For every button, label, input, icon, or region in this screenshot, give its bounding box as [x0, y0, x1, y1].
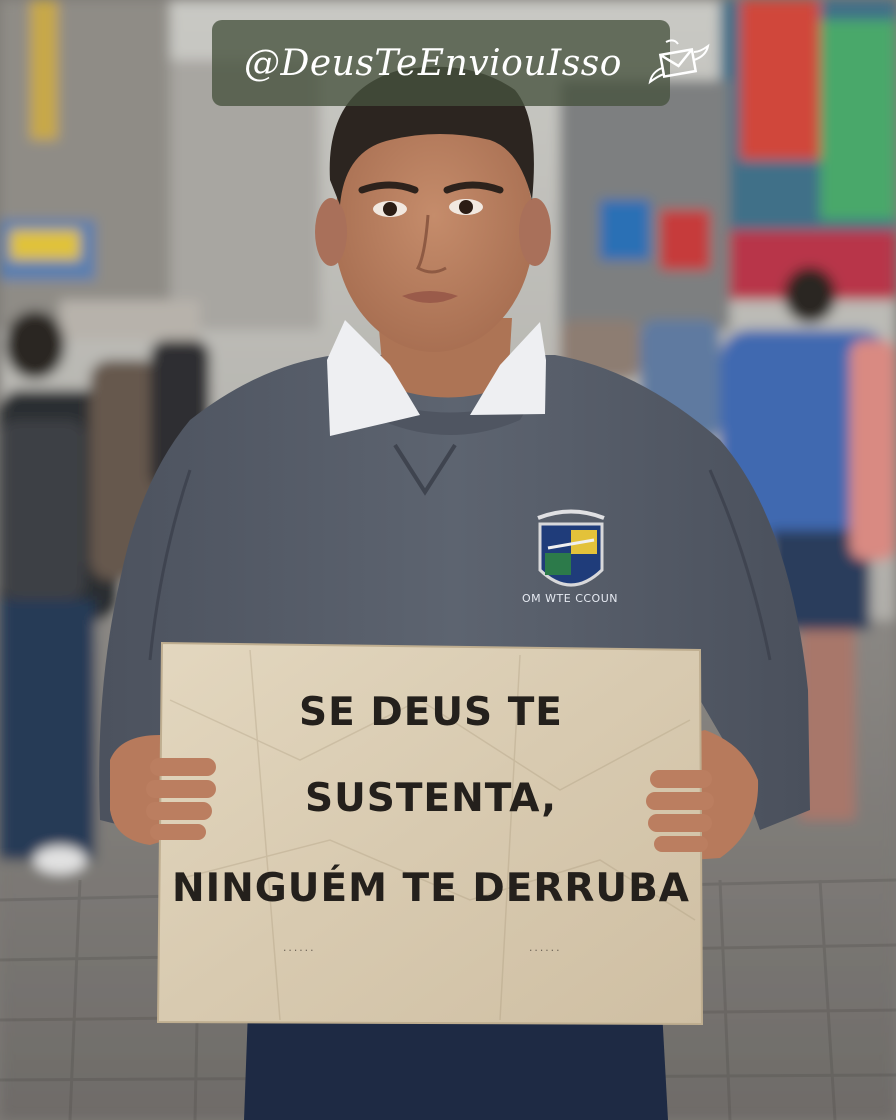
sign-fine-print-left: ......: [282, 944, 315, 954]
pupil-left: [383, 202, 397, 216]
pupil-right: [459, 200, 473, 214]
sign-line-1: SE DEUS TE: [299, 690, 563, 735]
sign-line-2: SUSTENTA,: [304, 776, 558, 821]
watermark-badge: [212, 20, 670, 106]
pants: [244, 1010, 668, 1120]
sign-line-3: NINGUÉM TE DERRUBA: [172, 866, 690, 911]
sign-fine-print-right: ......: [528, 944, 561, 954]
watermark-handle: @DeusTeEnviouIsso: [244, 42, 622, 84]
school-crest: [538, 512, 604, 586]
ear-left: [315, 198, 347, 266]
ear-right: [519, 198, 551, 266]
crest-motto: OM WTE CCOUN: [522, 592, 618, 605]
